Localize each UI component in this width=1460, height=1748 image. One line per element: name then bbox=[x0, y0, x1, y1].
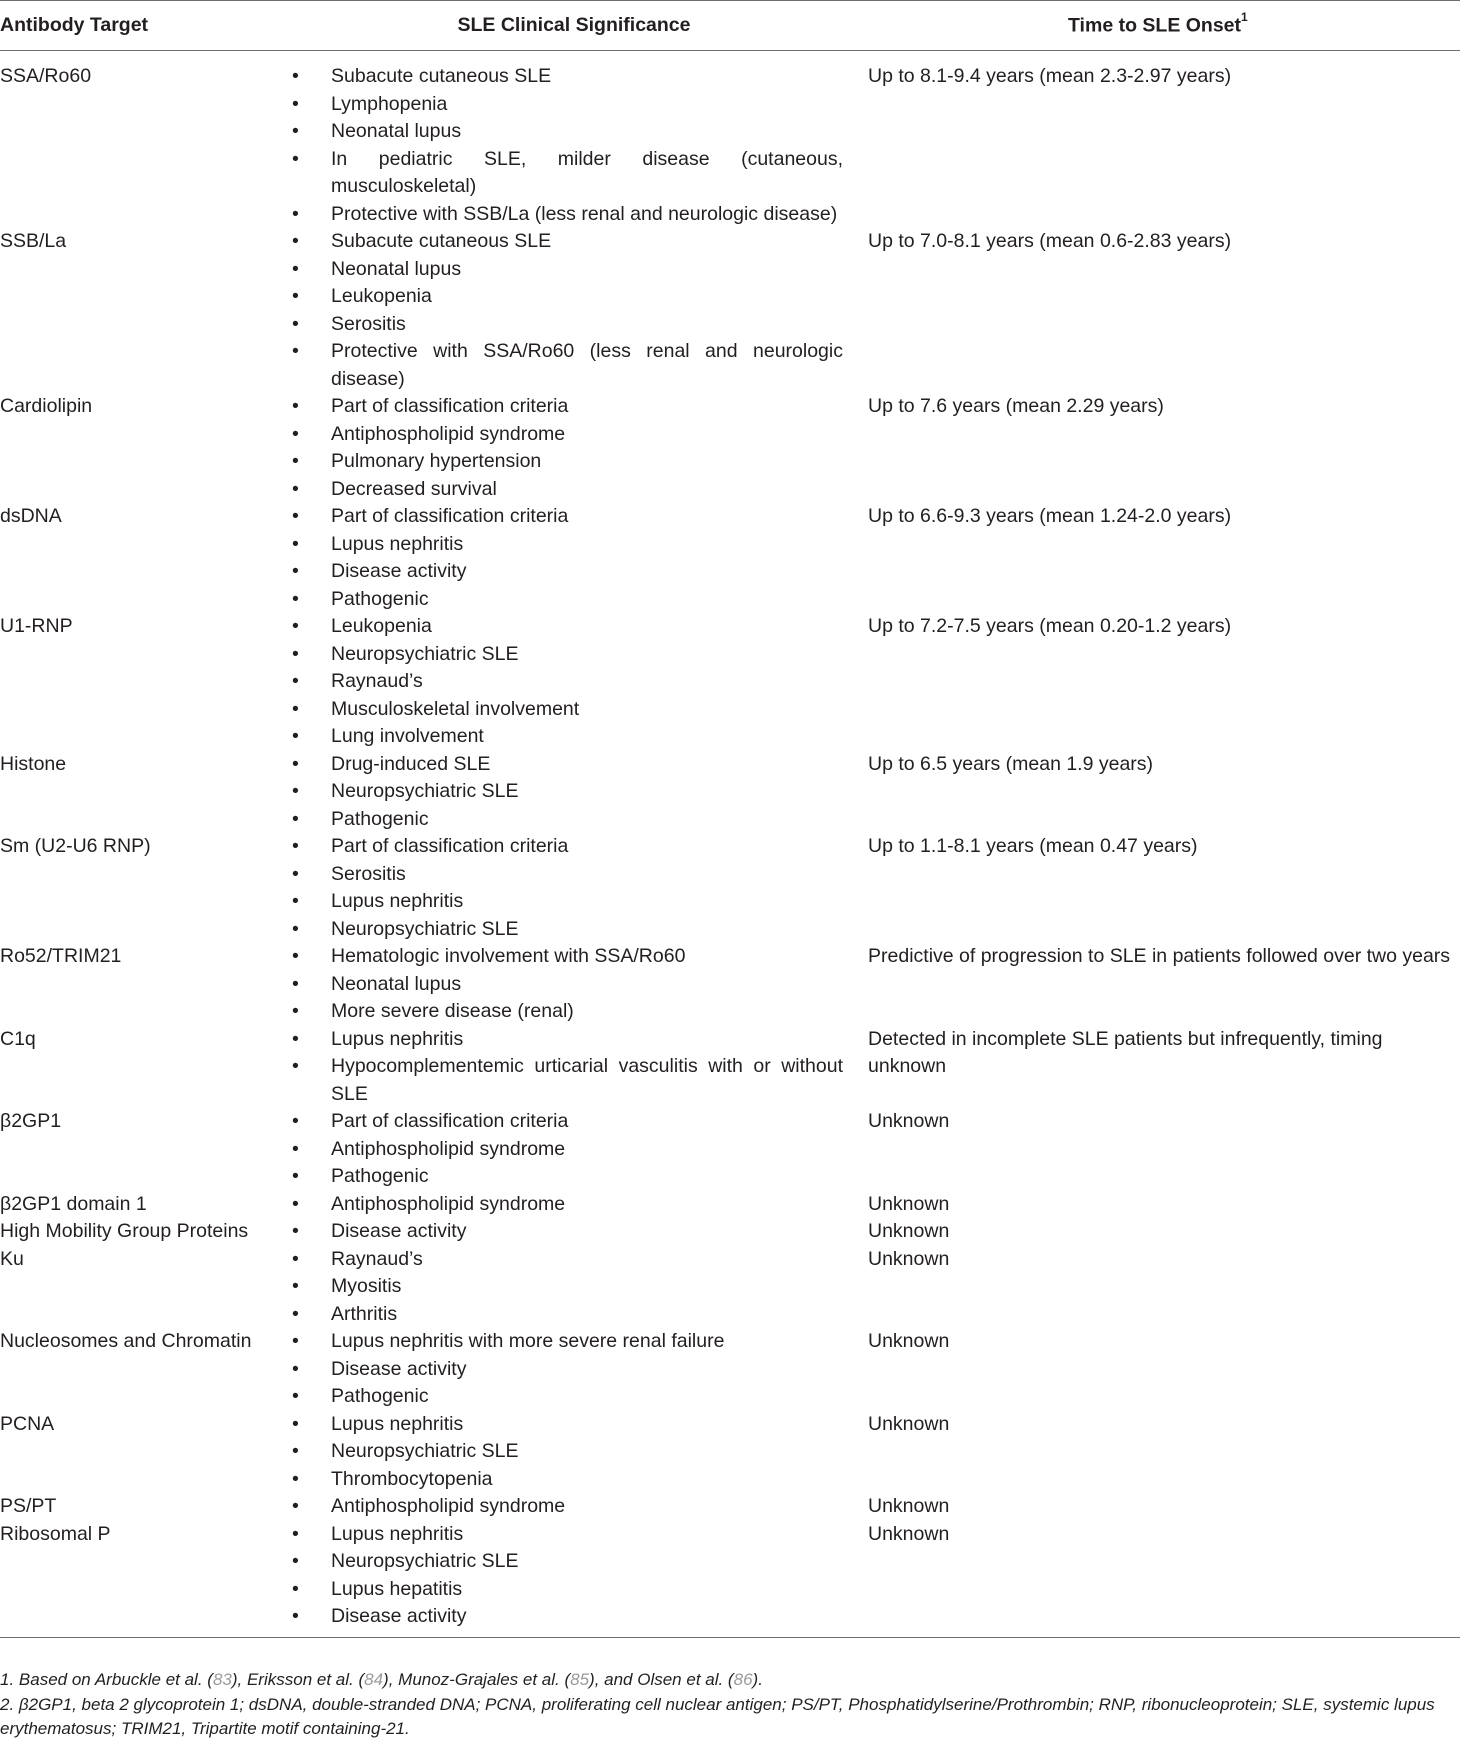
bullet-icon: • bbox=[292, 587, 299, 610]
list-item-text: Protective with SSA/Ro60 (less renal and neurologic disease) bbox=[331, 340, 843, 390]
antibody-target-cell: Cardiolipin bbox=[0, 395, 93, 417]
antibody-target-cell: C1q bbox=[0, 1027, 36, 1050]
bullet-icon: • bbox=[292, 450, 299, 472]
bullet-icon: • bbox=[292, 670, 299, 692]
list-item bbox=[280, 448, 843, 476]
table-row bbox=[0, 943, 1460, 1026]
list-item bbox=[280, 916, 843, 944]
clinical-significance-cell bbox=[280, 1493, 868, 1521]
bullet-icon: • bbox=[292, 230, 299, 252]
citation-ref[interactable]: 86 bbox=[733, 1670, 753, 1689]
bullet-icon: • bbox=[292, 560, 299, 582]
list-item bbox=[280, 201, 843, 229]
list-item bbox=[280, 421, 843, 449]
bullet-icon: • bbox=[292, 1440, 299, 1462]
antibody-target-cell: SSA/Ro60 bbox=[0, 65, 92, 87]
list-item bbox=[280, 503, 843, 531]
antibody-target-cell: PS/PT bbox=[0, 1495, 57, 1517]
list-item-text: Part of classification criteria bbox=[331, 835, 569, 857]
header-row bbox=[0, 1, 1460, 51]
table-row bbox=[0, 393, 1460, 503]
list-item bbox=[280, 311, 843, 339]
list-item-text: Lupus nephritis bbox=[331, 1522, 464, 1545]
antibody-target-cell: SSB/La bbox=[0, 230, 67, 252]
header-time-to-onset-label: Time to SLE Onset bbox=[1068, 14, 1242, 37]
list-item-text: Part of classification criteria bbox=[331, 395, 569, 417]
list-item-text: Hematologic involvement with SSA/Ro60 bbox=[331, 945, 686, 967]
list-item-text: Lupus nephritis bbox=[331, 1027, 464, 1050]
list-item bbox=[280, 1328, 843, 1356]
significance-list bbox=[280, 393, 868, 503]
time-to-onset-cell: Unknown bbox=[868, 1495, 950, 1517]
list-item-text: Serositis bbox=[331, 862, 406, 885]
antibody-target-cell: β2GP1 bbox=[0, 1110, 62, 1132]
list-item-text: Neuropsychiatric SLE bbox=[331, 1440, 519, 1462]
list-item bbox=[280, 118, 843, 146]
clinical-significance-cell bbox=[280, 1026, 868, 1109]
list-item-text: Pathogenic bbox=[331, 587, 429, 610]
bullet-icon: • bbox=[292, 917, 299, 940]
bullet-icon: • bbox=[292, 285, 299, 307]
list-item bbox=[280, 668, 843, 696]
significance-list bbox=[280, 1328, 868, 1411]
clinical-significance-cell bbox=[280, 1108, 868, 1191]
list-item-text: Pulmonary hypertension bbox=[331, 450, 542, 472]
bullet-icon: • bbox=[292, 92, 299, 115]
time-to-onset-cell: Unknown bbox=[868, 1330, 950, 1352]
bullet-icon: • bbox=[292, 1357, 299, 1380]
time-to-onset-cell: Unknown bbox=[868, 1192, 950, 1215]
bullet-icon: • bbox=[292, 752, 299, 775]
list-item bbox=[280, 558, 843, 586]
list-item-text: Pathogenic bbox=[331, 807, 429, 830]
list-item-text: Disease activity bbox=[331, 1605, 467, 1627]
bullet-icon: • bbox=[292, 1000, 299, 1022]
list-item bbox=[280, 531, 843, 559]
bullet-icon: • bbox=[292, 1027, 299, 1050]
list-item bbox=[280, 1301, 843, 1329]
bullet-icon: • bbox=[292, 1110, 299, 1132]
significance-list bbox=[280, 1218, 868, 1246]
list-item bbox=[280, 63, 843, 91]
bullet-icon: • bbox=[292, 807, 299, 830]
time-to-onset-cell: Up to 1.1-8.1 years (mean 0.47 years) bbox=[868, 835, 1198, 857]
clinical-significance-cell bbox=[280, 1328, 868, 1411]
table-row bbox=[0, 1108, 1460, 1191]
header-antibody-target: Antibody Target bbox=[0, 1, 280, 51]
list-item bbox=[280, 1273, 843, 1301]
list-item bbox=[280, 696, 843, 724]
bullet-icon: • bbox=[292, 202, 299, 225]
list-item-text: Protective with SSB/La (less renal and neurologic disease) bbox=[331, 202, 838, 225]
list-item-text: Raynaud’s bbox=[331, 1247, 423, 1270]
bullet-icon: • bbox=[292, 1412, 299, 1435]
time-to-onset-cell: Unknown bbox=[868, 1220, 950, 1242]
list-item bbox=[280, 1246, 843, 1274]
list-item bbox=[280, 723, 843, 751]
bullet-icon: • bbox=[292, 395, 299, 417]
list-item bbox=[280, 393, 843, 421]
bullet-icon: • bbox=[292, 1550, 299, 1572]
bullet-icon: • bbox=[292, 780, 299, 802]
clinical-significance-cell bbox=[280, 1521, 868, 1638]
significance-list bbox=[280, 751, 868, 834]
significance-list bbox=[280, 1411, 868, 1494]
header-clinical-significance: SLE Clinical Significance bbox=[280, 1, 868, 51]
list-item-text: Neuropsychiatric SLE bbox=[331, 780, 519, 802]
list-item bbox=[280, 1521, 843, 1549]
bullet-icon: • bbox=[292, 505, 299, 527]
list-item-text: Pathogenic bbox=[331, 1165, 429, 1187]
bullet-icon: • bbox=[292, 1330, 299, 1352]
list-item bbox=[280, 1136, 843, 1164]
table-row bbox=[0, 1191, 1460, 1219]
clinical-significance-cell bbox=[280, 51, 868, 229]
time-to-onset-cell: Up to 7.2-7.5 years (mean 0.20-1.2 years) bbox=[868, 615, 1232, 637]
time-to-onset-cell: Unknown bbox=[868, 1521, 1460, 1638]
list-item-text: Lung involvement bbox=[331, 725, 484, 747]
list-item bbox=[280, 1576, 843, 1604]
list-item bbox=[280, 1191, 843, 1219]
list-item-text: Leukopenia bbox=[331, 285, 432, 307]
table-row bbox=[0, 51, 1460, 229]
significance-list bbox=[280, 228, 868, 393]
footnote-1: 1. Based on Arbuckle et al. (83), Eriksson et al. (84), Munoz-Grajales et al. (85), and Olsen et al. (86). bbox=[0, 1670, 763, 1689]
bullet-icon: • bbox=[292, 147, 299, 170]
time-to-onset-cell: Up to 6.6-9.3 years (mean 1.24-2.0 years) bbox=[868, 505, 1232, 527]
table-row bbox=[0, 751, 1460, 834]
table-footnotes bbox=[0, 1668, 1460, 1742]
list-item bbox=[280, 998, 843, 1026]
significance-list bbox=[280, 833, 868, 943]
significance-list bbox=[280, 1108, 868, 1191]
table-row bbox=[0, 1521, 1460, 1638]
list-item bbox=[280, 91, 843, 119]
list-item-text: Musculoskeletal involvement bbox=[331, 697, 580, 720]
bullet-icon: • bbox=[292, 945, 299, 967]
table-row bbox=[0, 1328, 1460, 1411]
time-to-onset-cell: Up to 8.1-9.4 years (mean 2.3-2.97 years) bbox=[868, 65, 1232, 87]
list-item bbox=[280, 1163, 843, 1191]
list-item bbox=[280, 228, 843, 256]
time-to-onset-cell: Predictive of progression to SLE in patients followed over two years bbox=[868, 945, 1451, 967]
antibody-target-cell: dsDNA bbox=[0, 505, 62, 527]
list-item-text: Antiphospholipid syndrome bbox=[331, 1137, 566, 1160]
bullet-icon: • bbox=[292, 697, 299, 720]
time-to-onset-cell: Up to 7.6 years (mean 2.29 years) bbox=[868, 395, 1164, 417]
list-item-text: Disease activity bbox=[331, 1357, 467, 1380]
time-to-onset-cell: Unknown bbox=[868, 1247, 950, 1270]
clinical-significance-cell bbox=[280, 393, 868, 503]
list-item bbox=[280, 1411, 843, 1439]
list-item bbox=[280, 1438, 843, 1466]
list-item bbox=[280, 971, 843, 999]
list-item-text: Drug-induced SLE bbox=[331, 752, 491, 775]
list-item bbox=[280, 1356, 843, 1384]
list-item bbox=[280, 943, 843, 971]
list-item-text: Neuropsychiatric SLE bbox=[331, 1550, 519, 1572]
clinical-significance-cell bbox=[280, 833, 868, 943]
table-body bbox=[0, 51, 1460, 1638]
list-item-text: Neuropsychiatric SLE bbox=[331, 642, 519, 665]
list-item-text: Antiphospholipid syndrome bbox=[331, 1192, 566, 1215]
significance-list bbox=[280, 613, 868, 751]
table-row bbox=[0, 613, 1460, 751]
citation-ref[interactable]: 84 bbox=[364, 1670, 384, 1689]
table-row bbox=[0, 1246, 1460, 1329]
table-row bbox=[0, 228, 1460, 393]
list-item bbox=[280, 888, 843, 916]
list-item-text: Neonatal lupus bbox=[331, 257, 462, 280]
bullet-icon: • bbox=[292, 862, 299, 885]
list-item-text: Neuropsychiatric SLE bbox=[331, 917, 519, 940]
clinical-significance-cell bbox=[280, 613, 868, 751]
list-item bbox=[280, 861, 843, 889]
list-item-text: Thrombocytopenia bbox=[331, 1467, 493, 1490]
table-row bbox=[0, 503, 1460, 613]
list-item bbox=[280, 256, 843, 284]
bullet-icon: • bbox=[292, 642, 299, 665]
clinical-significance-cell bbox=[280, 751, 868, 834]
citation-ref[interactable]: 85 bbox=[570, 1670, 590, 1689]
list-item-text: Subacute cutaneous SLE bbox=[331, 65, 552, 87]
table-row bbox=[0, 1493, 1460, 1521]
list-item-text: Lupus nephritis bbox=[331, 890, 464, 912]
list-item bbox=[280, 1026, 843, 1054]
bullet-icon: • bbox=[292, 1275, 299, 1297]
bullet-icon: • bbox=[292, 1577, 299, 1600]
table-row bbox=[0, 833, 1460, 943]
clinical-significance-cell bbox=[280, 1218, 868, 1246]
table-row bbox=[0, 1026, 1460, 1109]
bullet-icon: • bbox=[292, 65, 299, 87]
list-item bbox=[280, 806, 843, 834]
bullet-icon: • bbox=[292, 1467, 299, 1490]
bullet-icon: • bbox=[292, 1385, 299, 1407]
bullet-icon: • bbox=[292, 1302, 299, 1325]
significance-list bbox=[280, 1026, 868, 1109]
bullet-icon: • bbox=[292, 340, 299, 362]
time-to-onset-cell: Up to 6.5 years (mean 1.9 years) bbox=[868, 752, 1154, 775]
bullet-icon: • bbox=[292, 312, 299, 335]
bullet-icon: • bbox=[292, 1165, 299, 1187]
bullet-icon: • bbox=[292, 257, 299, 280]
list-item-text: Disease activity bbox=[331, 1220, 467, 1242]
list-item bbox=[280, 338, 843, 393]
antibody-target-cell: Histone bbox=[0, 752, 67, 775]
list-item bbox=[280, 751, 843, 779]
time-to-onset-cell: Unknown bbox=[868, 1412, 950, 1435]
bullet-icon: • bbox=[292, 477, 299, 500]
bullet-icon: • bbox=[292, 725, 299, 747]
significance-list bbox=[280, 1246, 868, 1329]
clinical-significance-cell bbox=[280, 1191, 868, 1219]
list-item-text: In pediatric SLE, milder disease (cutaneous, musculoskeletal) bbox=[331, 147, 843, 197]
list-item-text: Lupus hepatitis bbox=[331, 1577, 463, 1600]
bullet-icon: • bbox=[292, 1220, 299, 1242]
list-item bbox=[280, 1548, 843, 1576]
list-item-text: Lupus nephritis bbox=[331, 532, 464, 555]
list-item bbox=[280, 1383, 843, 1411]
clinical-significance-cell bbox=[280, 943, 868, 1026]
list-item bbox=[280, 1466, 843, 1494]
list-item-text: Leukopenia bbox=[331, 615, 432, 637]
antibody-target-cell: β2GP1 domain 1 bbox=[0, 1192, 147, 1215]
list-item-text: Lupus nephritis bbox=[331, 1412, 464, 1435]
list-item bbox=[280, 146, 843, 201]
list-item-text: More severe disease (renal) bbox=[331, 1000, 574, 1022]
bullet-icon: • bbox=[292, 615, 299, 637]
significance-list bbox=[280, 63, 868, 228]
list-item-text: Raynaud’s bbox=[331, 670, 423, 692]
list-item bbox=[280, 1108, 843, 1136]
time-to-onset-cell: Unknown bbox=[868, 1110, 950, 1132]
bullet-icon: • bbox=[292, 1192, 299, 1215]
antibody-target-cell: Ku bbox=[0, 1247, 24, 1270]
list-item bbox=[280, 283, 843, 311]
bullet-icon: • bbox=[292, 1247, 299, 1270]
list-item-text: Lupus nephritis with more severe renal failure bbox=[331, 1330, 725, 1352]
list-item-text: Neonatal lupus bbox=[331, 120, 462, 142]
list-item-text: Decreased survival bbox=[331, 477, 497, 500]
significance-list bbox=[280, 1493, 868, 1521]
antibody-target-cell: PCNA bbox=[0, 1412, 55, 1435]
list-item bbox=[280, 641, 843, 669]
antibody-target-cell: U1-RNP bbox=[0, 615, 73, 637]
list-item-text: Arthritis bbox=[331, 1302, 398, 1325]
list-item-text: Lymphopenia bbox=[331, 92, 448, 115]
table-row bbox=[0, 1411, 1460, 1494]
significance-list bbox=[280, 1191, 868, 1219]
list-item-text: Myositis bbox=[331, 1275, 402, 1297]
time-to-onset-cell: Detected in incomplete SLE patients but infrequently, timing unknown bbox=[868, 1027, 1383, 1077]
bullet-icon: • bbox=[292, 835, 299, 857]
list-item-text: Serositis bbox=[331, 312, 406, 335]
antibody-target-cell: Ro52/TRIM21 bbox=[0, 945, 122, 967]
bullet-icon: • bbox=[292, 972, 299, 995]
list-item bbox=[280, 1603, 843, 1631]
list-item-text: Subacute cutaneous SLE bbox=[331, 230, 552, 252]
significance-list bbox=[280, 943, 868, 1026]
list-item bbox=[280, 833, 843, 861]
bullet-icon: • bbox=[292, 1605, 299, 1627]
clinical-significance-cell bbox=[280, 228, 868, 393]
footnote-2: 2. β2GP1, beta 2 glycoprotein 1; dsDNA, double-stranded DNA; PCNA, proliferating cell nuclear antigen; PS/PT, Phosphatidylserine/Prothrombin; RNP, ribonucleoprotein; SLE, systemic lupus erythematosus; TRIM21, Tripartite motif containing-21. bbox=[0, 1694, 1435, 1738]
list-item-text: Pathogenic bbox=[331, 1385, 429, 1407]
citation-ref[interactable]: 83 bbox=[212, 1670, 232, 1689]
bullet-icon: • bbox=[292, 1137, 299, 1160]
bullet-icon: • bbox=[292, 1495, 299, 1517]
list-item bbox=[280, 1218, 843, 1246]
significance-list bbox=[280, 503, 868, 613]
list-item-text: Hypocomplementemic urticarial vasculitis with or without SLE bbox=[331, 1055, 843, 1105]
list-item-text: Part of classification criteria bbox=[331, 1110, 569, 1132]
list-item-text: Disease activity bbox=[331, 560, 467, 582]
list-item-text: Antiphospholipid syndrome bbox=[331, 422, 566, 445]
list-item bbox=[280, 586, 843, 614]
clinical-significance-cell bbox=[280, 1246, 868, 1329]
list-item-text: Antiphospholipid syndrome bbox=[331, 1495, 566, 1517]
antibody-target-cell: Nucleosomes and Chromatin bbox=[0, 1330, 252, 1352]
list-item-text: Part of classification criteria bbox=[331, 505, 569, 527]
bullet-icon: • bbox=[292, 422, 299, 445]
antibody-target-cell: Sm (U2-U6 RNP) bbox=[0, 835, 151, 857]
bullet-icon: • bbox=[292, 1522, 299, 1545]
bullet-icon: • bbox=[292, 890, 299, 912]
bullet-icon: • bbox=[292, 1055, 299, 1077]
table-row bbox=[0, 1218, 1460, 1246]
footnote-marker: 1 bbox=[1241, 10, 1248, 25]
header-time-to-onset bbox=[868, 1, 1460, 51]
bullet-icon: • bbox=[292, 532, 299, 555]
list-item-text: Neonatal lupus bbox=[331, 972, 462, 995]
significance-list bbox=[280, 1521, 868, 1631]
clinical-significance-cell bbox=[280, 1411, 868, 1494]
list-item bbox=[280, 476, 843, 504]
list-item bbox=[280, 778, 843, 806]
time-to-onset-cell: Up to 7.0-8.1 years (mean 0.6-2.83 years) bbox=[868, 230, 1232, 252]
list-item bbox=[280, 1053, 843, 1108]
list-item bbox=[280, 1493, 843, 1521]
antibody-target-cell: Ribosomal P bbox=[0, 1521, 280, 1638]
clinical-significance-cell bbox=[280, 503, 868, 613]
bullet-icon: • bbox=[292, 120, 299, 142]
antibody-target-cell: High Mobility Group Proteins bbox=[0, 1220, 249, 1242]
list-item bbox=[280, 613, 843, 641]
